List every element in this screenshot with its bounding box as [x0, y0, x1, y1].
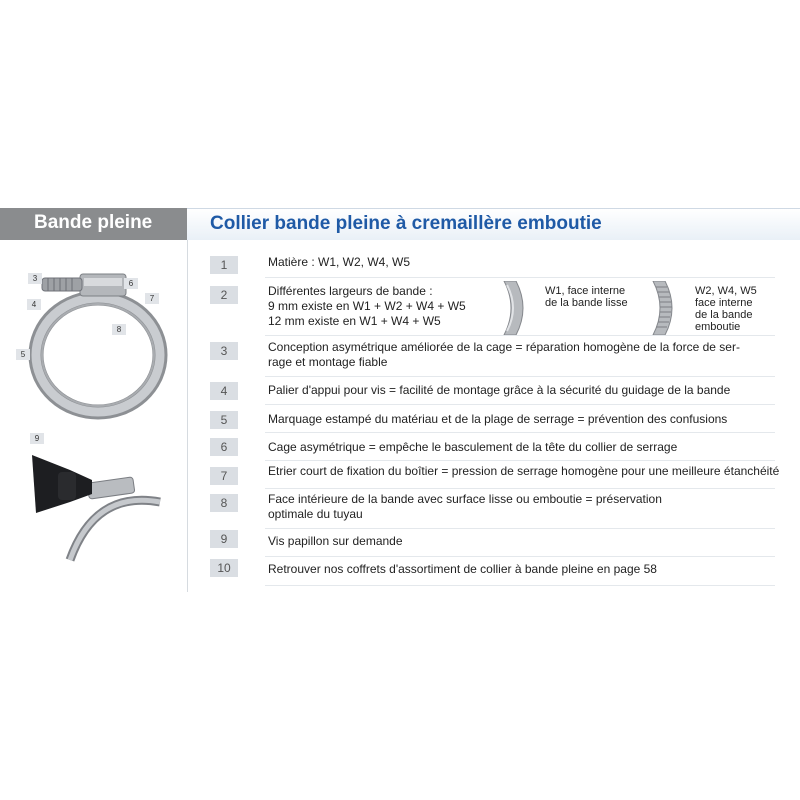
callout-label-3: 3 — [28, 273, 42, 284]
item-number-9: 9 — [210, 530, 238, 548]
row-divider — [265, 585, 775, 586]
item-text-1: Matière : W1, W2, W4, W5 — [268, 255, 411, 269]
callout-label-5: 5 — [16, 349, 30, 360]
item-text-10: Retrouver nos coffrets d'assortiment de collier à bande pleine en page 58 — [268, 562, 657, 576]
item-text-8: Face intérieure de la bande avec surface lisse ou emboutie = préservation optimale du tuyau — [268, 492, 662, 521]
row-divider — [265, 528, 775, 529]
item-text-5: Marquage estampé du matériau et de la plage de serrage = prévention des confusions — [268, 412, 728, 426]
item-text-4: Palier d'appui pour vis = facilité de montage grâce à la sécurité du guidage de la bande — [268, 383, 731, 397]
callout-label-6: 6 — [124, 278, 138, 289]
row-divider — [265, 432, 775, 433]
embossed-band-caption: W2, W4, W5 face interne de la bande emboutie — [695, 285, 757, 333]
smooth-band-caption: W1, face interne de la bande lisse — [545, 285, 628, 309]
left-section-title: Bande pleine — [0, 208, 187, 240]
row-divider — [265, 460, 775, 461]
item-text-9: Vis papillon sur demande — [268, 534, 403, 548]
item-number-10: 10 — [210, 559, 238, 577]
item-number-7: 7 — [210, 467, 238, 485]
callout-label-8: 8 — [112, 324, 126, 335]
row-divider — [265, 277, 775, 278]
item-text-6: Cage asymétrique = empêche le basculement de la tête du collier de serrage — [268, 440, 678, 454]
item-number-3: 3 — [210, 342, 238, 360]
row-divider — [265, 335, 775, 336]
row-divider — [265, 488, 775, 489]
row-divider — [265, 404, 775, 405]
item-number-6: 6 — [210, 438, 238, 456]
smooth-band-image — [496, 281, 526, 335]
item-text-3: Conception asymétrique améliorée de la cage = réparation homogène de la force de ser- rage et montage fiable — [268, 340, 740, 369]
row-divider — [265, 556, 775, 557]
column-divider — [187, 240, 188, 592]
callout-label-4: 4 — [27, 299, 41, 310]
callout-label-7: 7 — [145, 293, 159, 304]
item-number-2: 2 — [210, 286, 238, 304]
row-divider — [265, 376, 775, 377]
item-number-5: 5 — [210, 411, 238, 429]
page-title: Collier bande pleine à cremaillère emboutie — [187, 208, 800, 240]
callout-label-9: 9 — [30, 433, 44, 444]
item-number-8: 8 — [210, 494, 238, 512]
embossed-band-image — [645, 281, 675, 335]
item-number-1: 1 — [210, 256, 238, 274]
item-text-7: Etrier court de fixation du boîtier = pression de serrage homogène pour une meilleure étanchéité — [268, 464, 780, 478]
item-text-2: Différentes largeurs de bande : 9 mm existe en W1 + W2 + W4 + W5 12 mm existe en W1 + W4 + W5 — [268, 284, 466, 328]
item-number-4: 4 — [210, 382, 238, 400]
